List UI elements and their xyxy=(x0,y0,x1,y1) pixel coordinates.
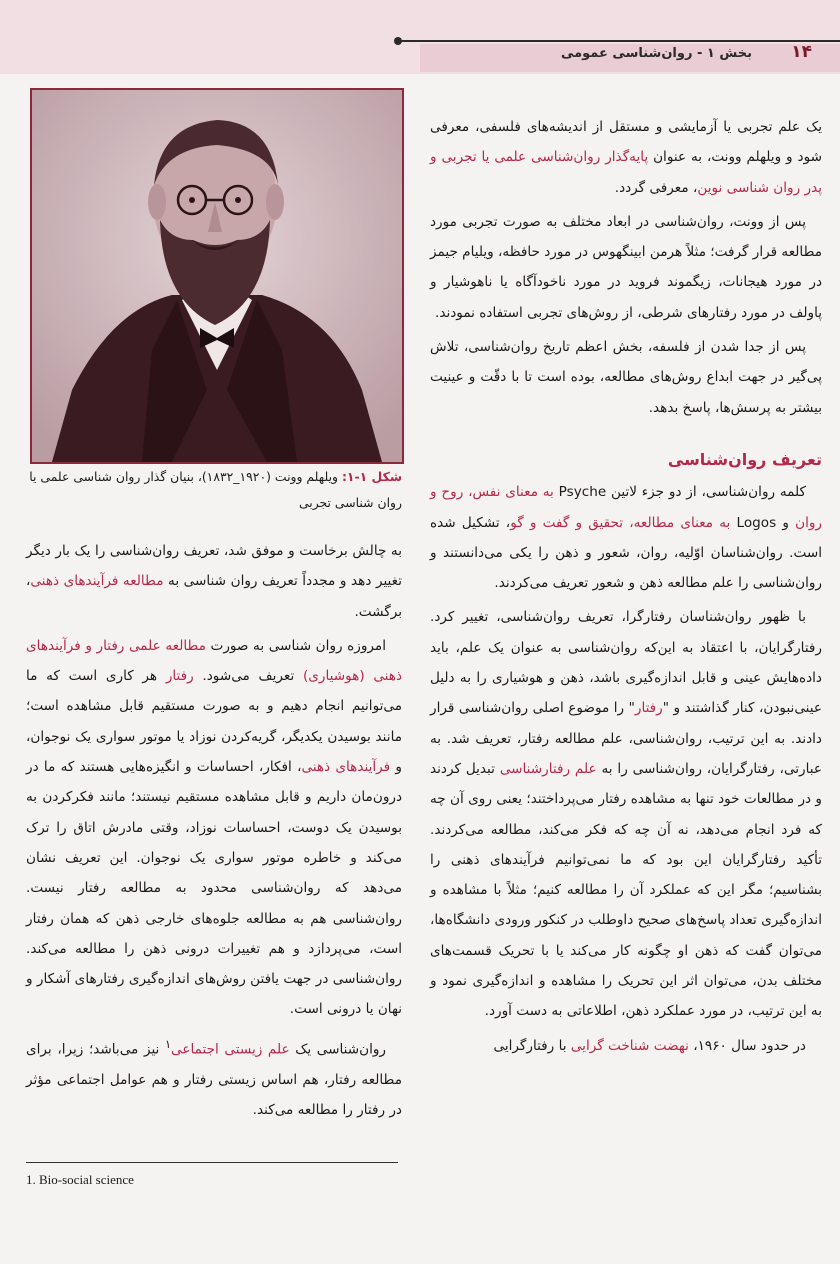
paragraph xyxy=(430,1031,822,1061)
paragraph xyxy=(26,536,402,627)
wundt-portrait-image xyxy=(32,90,402,462)
highlighted-term: مطالعه علمی رفتار و فرآیندهای ذهنی (هوشیاری) xyxy=(26,637,403,685)
text-run: در حدود سال ۱۹۶۰، xyxy=(688,1037,806,1054)
text-run: نیز می‌باشد؛ زیرا، برای مطالعه رفتار، هم اساس زیستی رفتار و هم عوامل اجتماعی مؤثر در رفتار را مطالعه می‌کند. xyxy=(26,1041,402,1118)
figure-caption-text: ویلهلم وونت (۱۹۲۰_۱۸۳۲)، بنیان گذار روان شناسی علمی یا روان شناسی تجربی xyxy=(29,469,402,510)
page-number: ۱۴ xyxy=(791,42,812,62)
paragraph xyxy=(430,477,822,598)
paragraph xyxy=(26,1029,402,1125)
header-rule xyxy=(398,40,840,42)
text-run: با ظهور روان‌شناسان رفتارگرا، تعریف روان‌شناسی، تغییر کرد. رفتارگرایان، با اعتقاد به این‌که روان‌شناسی به عنوان یک علم، باید داده‌هایش عینی و قابل اندازه‌گیری باشد، ذهن و هوشیاری را به دلیل عینی‌نبودن، کنار گذاشتند و " xyxy=(430,609,822,717)
text-run: ، معرفی گردد. xyxy=(614,179,698,196)
highlighted-term: پایه‌گذار روان‌شناسی علمی یا تجربی و پدر روان شناسی نوین xyxy=(430,149,822,196)
text-run: و Logos xyxy=(730,514,796,531)
highlighted-term: رفتار xyxy=(165,668,194,685)
text-run: هر کاری است که ما می‌توانیم انجام دهیم و به صورت مستقیم قابل مشاهده است؛ مانند بوسیدن یکدیگر، گریه‌کردن نوزاد یا موتور سواری یک نوجوان، و xyxy=(26,668,402,776)
highlighted-term: علم رفتارشناسی xyxy=(499,760,597,777)
running-title: بخش ۱ - روان‌شناسی عمومی xyxy=(560,46,752,61)
paragraph xyxy=(430,602,822,1026)
text-run: ، افکار، احساسات و انگیزه‌هایی هستند که ما در درون‌مان داریم و قابل مشاهده مستقیم نیستند؛ مانند فکرکردن به بوسیدن یک دوست، احساسات نوزاد، وقتی مادرش اتاق را ترک می‌کند و خاطره موتور سواری یک نوجوان. این تعریف نشان می‌دهد که روان‌شناسی محدود به مطالعه رفتار نیست. روان‌شناسی هم به مطالعه جلوه‌های خارجی ذهن که همان رفتار است، می‌پردازد و هم تغییرات درونی ذهن را مطالعه می‌کند. روان‌شناسی در جهت یافتن روش‌های اندازه‌گیری رفتارهای آشکار و نهان یا درونی است. xyxy=(26,759,402,1018)
footnote: 1. Bio-social science xyxy=(26,1172,134,1187)
text-run: ، برگشت. xyxy=(26,573,402,620)
left-column xyxy=(26,536,402,1129)
text-run: " را موضوع اصلی روان‌شناسی قرار دادند. به این ترتیب، روان‌شناسی، علم مطالعه رفتار، تعریف شد. به عبارتی، رفتارگرایان، روان‌شناسی را به xyxy=(430,700,822,777)
highlighted-term: علم زیستی اجتماعی xyxy=(171,1041,290,1058)
text-run: یک علم تجربی یا آزمایشی و مستقل از اندیشه‌های فلسفی، معرفی شود و ویلهلم وونت، به عنوان xyxy=(430,119,822,166)
text-run: تبدیل کردند و در مطالعات خود تنها به مشاهده رفتار می‌پرداختند؛ یعنی روی آن چه که فرد انجام می‌دهد، نه آن چه که فکر می‌کند، مطالعه می‌کردند. تأکید رفتارگرایان این بود که ما نمی‌توانیم فرآیندهای ذهنی را بشناسیم؛ مگر این که عملکرد آن را مطالعه کنیم؛ مثلاً با مشاهده و اندازه‌گیری تعداد پاسخ‌های صحیح داوطلب در کنکور ورودی دانشگاه‌ها، می‌توان گفت که ذهن او چگونه کار می‌کند یا با تحریک قسمت‌های مختلف بدن، می‌توان اثر این تحریک را مشاهده و اندازه‌گیری نمود و به این ترتیب، در مورد عملکرد ذهن، اطلاعاتی به دست آورد. xyxy=(430,760,822,1020)
text-run: روان‌شناسی یک xyxy=(289,1041,386,1058)
section-heading: تعریف روان‌شناسی xyxy=(667,449,822,469)
paragraph xyxy=(430,112,822,203)
footnote-marker: ۱ xyxy=(164,1036,172,1051)
highlighted-term: به معنای نفس، روح و روان xyxy=(430,484,822,531)
paragraph: پس از جدا شدن از فلسفه، بخش اعظم تاریخ روان‌شناسی، تلاش پی‌گیر در جهت ابداع روش‌های مطالعه، بوده است تا با دقّت و عینیت بیشتر به پرسش‌ها، پاسخ بدهد. xyxy=(430,339,822,416)
figure-caption xyxy=(26,464,402,516)
text-run: تعریف می‌شود. xyxy=(193,668,303,685)
text-run: با رفتارگرایی xyxy=(493,1037,571,1054)
paragraph xyxy=(26,631,402,1025)
footnote-rule xyxy=(26,1162,398,1163)
text-run: کلمه روان‌شناسی، از دو جزء لاتین Psyche xyxy=(553,484,806,501)
highlighted-term: رفتار xyxy=(634,700,663,717)
header-rule-dot xyxy=(394,37,402,45)
paragraph: پس از وونت، روان‌شناسی در ابعاد مختلف به صورت تجربی مورد مطالعه قرار گرفت؛ مثلاً هرمن ابینگهوس در مورد حافظه، ویلیام جیمز در مورد هیجانات، زیگموند فروید در مورد ناخودآگاه یا ناهوشیار و پاولف در مورد رفتارهای شرطی، از روش‌های تجربی استفاده نمودند. xyxy=(430,213,822,321)
text-run: به چالش برخاست و موفق شد، تعریف روان‌شناسی را یک بار دیگر تغییر دهد و مجدداً تعریف روان شناسی به xyxy=(26,543,402,590)
figure-caption-label: شکل ۱-۱: xyxy=(341,469,402,484)
highlighted-term: فرآیندهای ذهنی xyxy=(301,759,391,776)
right-column xyxy=(430,112,822,1065)
text-run: امروزه روان شناسی به صورت xyxy=(205,637,386,654)
highlighted-term: مطالعه فرآیندهای ذهنی xyxy=(30,573,164,590)
portrait-figure xyxy=(30,88,404,464)
highlighted-term: نهضت شناخت گرایی xyxy=(570,1037,689,1054)
text-run: ، تشکیل شده است. روان‌شناسان اوّلیه، روان، شعور و ذهن را یکی می‌دانستند و روان‌شناسی را علم مطالعه ذهن و شعور تعریف می‌کردند. xyxy=(430,514,822,592)
highlighted-term: به معنای مطالعه، تحقیق و گفت و گو xyxy=(510,514,731,531)
